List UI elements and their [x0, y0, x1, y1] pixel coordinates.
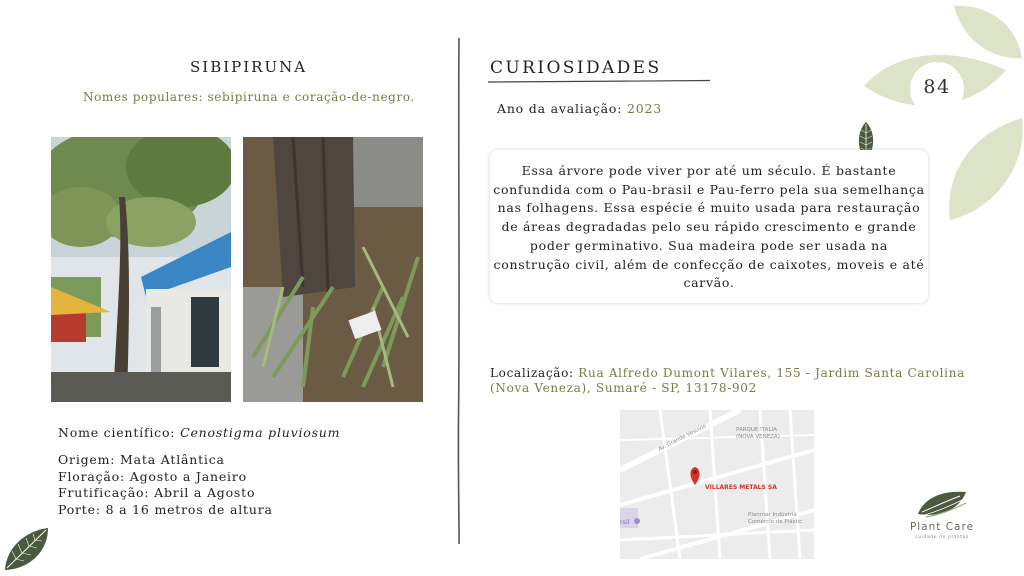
scientific-name: Cenostigma pluviosum	[180, 425, 341, 440]
tree-street-photo	[51, 137, 231, 402]
location-line	[490, 366, 970, 396]
location-map[interactable]	[620, 410, 814, 559]
bottom-leaf-icon	[2, 525, 52, 573]
map-poi-label-2: Comércio de Plástic	[748, 519, 803, 525]
map-area-label-1: PARQUE ITALIA	[736, 427, 777, 433]
curiosities-underline	[488, 79, 710, 84]
map-poi-label-1: Planmar Indústria	[748, 512, 797, 518]
curiosities-title: CURIOSIDADES	[490, 58, 662, 78]
species-facts	[58, 452, 273, 518]
fact-flowering: Floração: Agosto a Janeiro	[58, 468, 247, 484]
location-label: Localização:	[490, 366, 579, 380]
fact-fruiting: Frutificação: Abril a Agosto	[58, 485, 256, 500]
map-edge-label: rsil	[620, 518, 630, 526]
evaluation-year-label: Ano da avaliação:	[497, 101, 627, 116]
popular-names: Nomes populares: sebipiruna e coração-de-negro.	[83, 90, 415, 104]
brand-name: Plant Care	[909, 521, 975, 533]
scientific-name-line	[58, 425, 340, 440]
scientific-name-label: Nome científico:	[58, 425, 181, 440]
evaluation-year	[497, 101, 662, 116]
curiosities-text: Essa árvore pode viver por até um século. É bastante confundida com o Pau-brasil e Pau-ferro pela sua semelhança nas folhagens. Essa espécie é muito usada para restauração de áreas degradadas pelo seu rápido crescimento e grande poder germinativo. Sua madeira pode ser usada na construção civil, além de confecção de caixotes, moveis e até carvão.	[493, 163, 925, 291]
map-pin-label: VILLARES METALS SA	[705, 484, 777, 491]
evaluation-year-value: 2023	[626, 101, 662, 116]
column-divider	[457, 38, 461, 544]
curiosities-card	[490, 150, 928, 303]
species-title: SIBIPIRUNA	[190, 58, 308, 76]
location-address: Rua Alfredo Dumont Vilares, 155 - Jardim Santa Carolina (Nova Veneza), Sumaré - SP, 13178-902	[490, 366, 965, 395]
map-street-label: Av. Grande Vesuvio	[657, 423, 708, 453]
brand-tagline: cuidado de plantas	[915, 535, 969, 540]
page-number: 84	[923, 76, 951, 98]
plant-care-logo-icon	[914, 488, 970, 520]
fact-origin: Origem: Mata Atlântica	[58, 452, 225, 467]
fact-size: Porte: 8 a 16 metros de altura	[58, 501, 273, 517]
tree-trunk-photo	[243, 137, 423, 402]
map-area-label-2: (NOVA VENEZA)	[736, 434, 780, 440]
